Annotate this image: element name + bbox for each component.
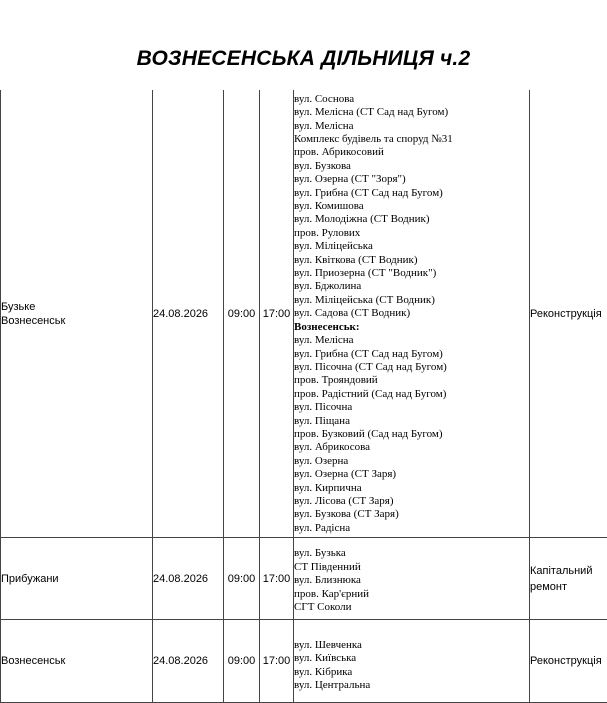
street-item: вул. Озерна (СТ "Зоря")	[294, 173, 529, 186]
locality-cell	[1, 90, 153, 538]
work-type-line: Реконструкція	[530, 653, 607, 669]
streets-cell	[294, 620, 530, 703]
street-item: вул. Комишова	[294, 200, 529, 213]
work-type-line: ремонт	[530, 579, 607, 595]
street-item: пров. Радістний (Сад над Бугом)	[294, 388, 529, 401]
street-item: вул. Соснова	[294, 93, 529, 106]
street-item: СГТ Соколи	[294, 601, 529, 614]
date-cell: 24.08.2026	[153, 90, 224, 538]
start-time-cell: 09:00	[224, 620, 260, 703]
street-item: вул. Бджолина	[294, 280, 529, 293]
page-title: ВОЗНЕСЕНСЬКА ДІЛЬНИЦЯ ч.2	[0, 47, 607, 71]
street-item: вул. Абрикосова	[294, 441, 529, 454]
locality-cell	[1, 538, 153, 620]
street-item: пров. Рулових	[294, 227, 529, 240]
street-item: вул. Міліцейська (СТ Водник)	[294, 294, 529, 307]
locality-subheading: Вознесенськ:	[294, 321, 529, 334]
street-item: Комплекс будівель та споруд №31	[294, 133, 529, 146]
street-item: вул. Близнюка	[294, 574, 529, 587]
street-item: вул. Пісочна (СТ Сад над Бугом)	[294, 361, 529, 374]
street-item: вул. Грибна (СТ Сад над Бугом)	[294, 348, 529, 361]
table-row	[1, 538, 607, 620]
locality-line: Бузьке	[1, 300, 152, 314]
street-item: пров. Бузковий (Сад над Бугом)	[294, 428, 529, 441]
end-time-cell: 17:00	[260, 90, 294, 538]
table-row	[1, 90, 607, 538]
street-item: вул. Мелісна (СТ Сад над Бугом)	[294, 106, 529, 119]
street-item: пров. Трояндовий	[294, 374, 529, 387]
end-time-cell: 17:00	[260, 538, 294, 620]
street-item: вул. Піщана	[294, 415, 529, 428]
streets-cell	[294, 538, 530, 620]
street-item: вул. Міліцейська	[294, 240, 529, 253]
work-type-cell	[530, 538, 607, 620]
end-time-cell: 17:00	[260, 620, 294, 703]
work-type-cell	[530, 90, 607, 538]
date-cell: 24.08.2026	[153, 538, 224, 620]
street-item: вул. Шевченка	[294, 639, 529, 652]
street-item: пров. Абрикосовий	[294, 146, 529, 159]
street-item: вул. Приозерна (СТ "Водник")	[294, 267, 529, 280]
outage-schedule-table	[0, 90, 607, 703]
locality-line: Вознесенськ	[1, 314, 152, 328]
street-item: вул. Мелісна	[294, 120, 529, 133]
date-cell: 24.08.2026	[153, 620, 224, 703]
locality-line: Вознесенськ	[1, 654, 152, 668]
street-item: вул. Грибна (СТ Сад над Бугом)	[294, 187, 529, 200]
street-item: вул. Квіткова (СТ Водник)	[294, 254, 529, 267]
work-type-cell	[530, 620, 607, 703]
street-item: вул. Лісова (СТ Заря)	[294, 495, 529, 508]
streets-cell	[294, 90, 530, 538]
street-item: вул. Кирпична	[294, 482, 529, 495]
street-item: вул. Мелісна	[294, 334, 529, 347]
work-type-line: Реконструкція	[530, 306, 607, 322]
locality-cell	[1, 620, 153, 703]
locality-line: Прибужани	[1, 572, 152, 586]
street-item: пров. Кар'єрний	[294, 588, 529, 601]
street-item: вул. Озерна	[294, 455, 529, 468]
street-item: вул. Бузкова (СТ Заря)	[294, 508, 529, 521]
street-item: вул. Бузька	[294, 547, 529, 560]
street-item: вул. Радісна	[294, 522, 529, 535]
street-item: вул. Садова (СТ Водник)	[294, 307, 529, 320]
work-type-line: Капітальний	[530, 563, 607, 579]
street-item: вул. Молодіжна (СТ Водник)	[294, 213, 529, 226]
start-time-cell: 09:00	[224, 90, 260, 538]
street-item: вул. Бузкова	[294, 160, 529, 173]
street-item: вул. Пісочна	[294, 401, 529, 414]
street-item: вул. Центральна	[294, 679, 529, 692]
start-time-cell: 09:00	[224, 538, 260, 620]
street-item: СТ Південний	[294, 561, 529, 574]
street-item: вул. Київська	[294, 652, 529, 665]
street-item: вул. Кібрика	[294, 666, 529, 679]
table-row	[1, 620, 607, 703]
street-item: вул. Озерна (СТ Заря)	[294, 468, 529, 481]
